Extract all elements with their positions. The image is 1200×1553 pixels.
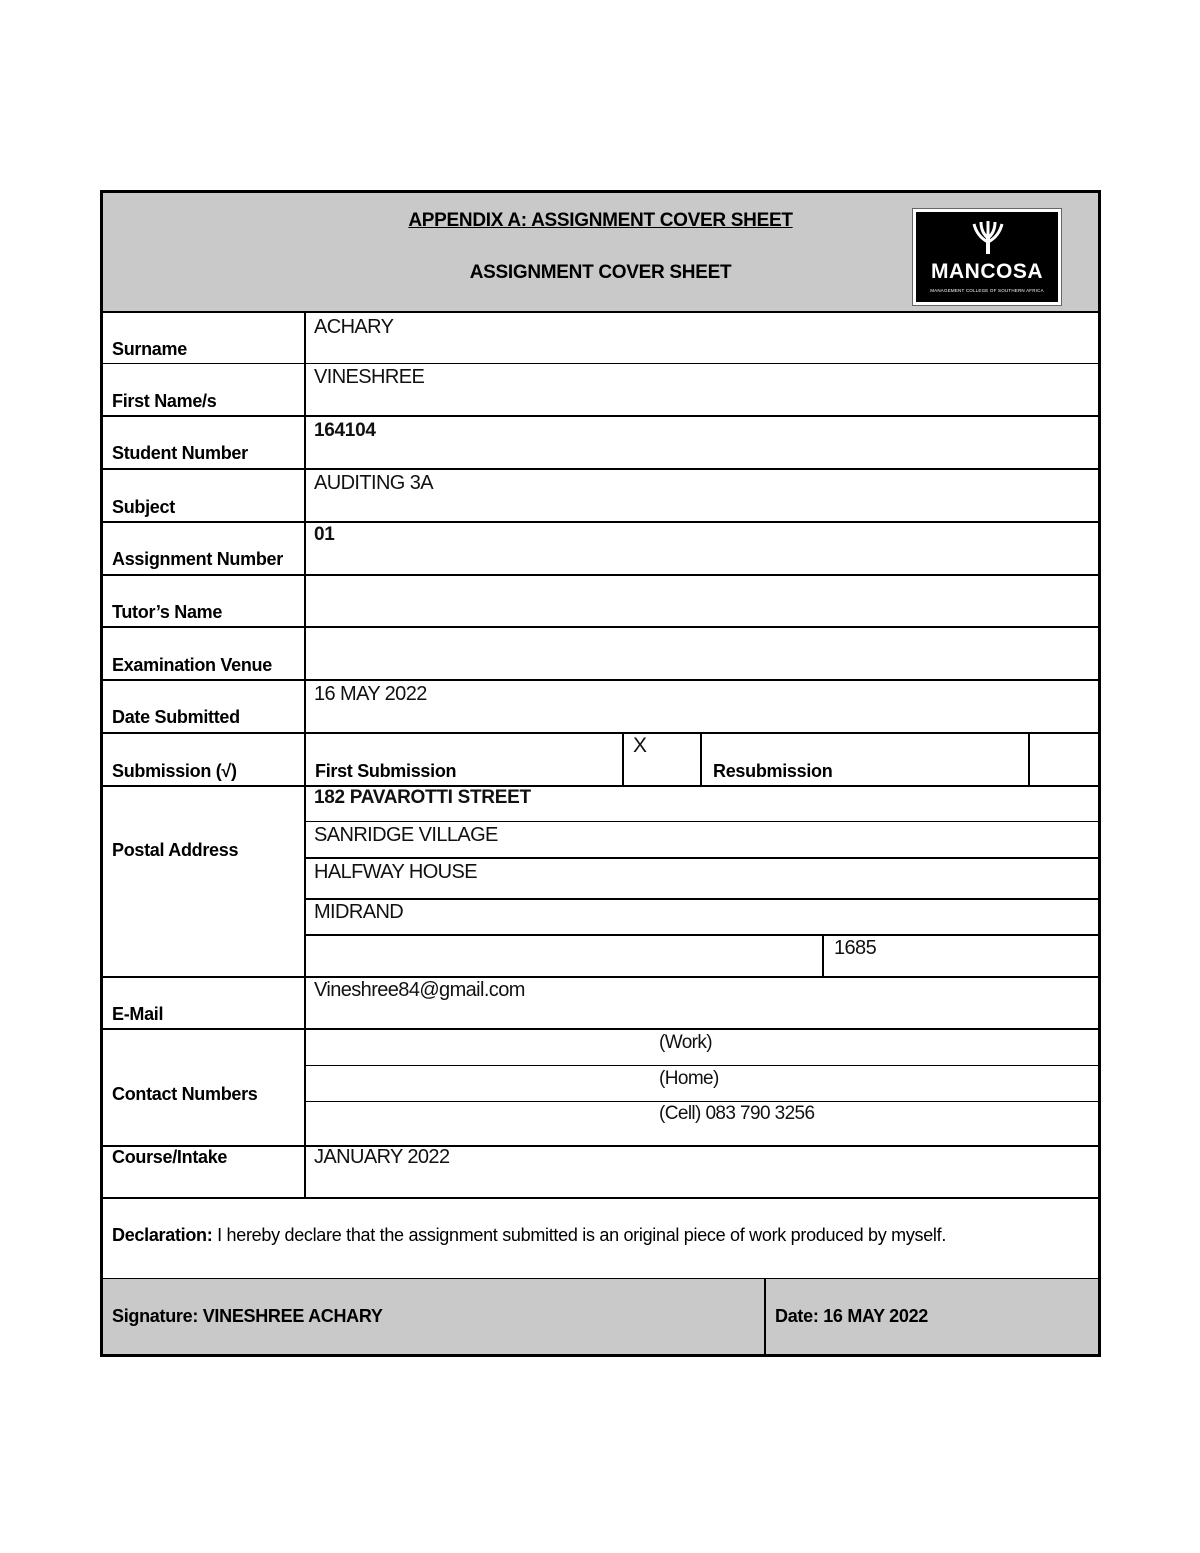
- submission-divider: [1028, 732, 1030, 785]
- declaration: [112, 1225, 946, 1246]
- mancosa-logo: [913, 209, 1061, 305]
- cell-number-value[interactable]: (Cell) 083 790 3256: [659, 1103, 815, 1124]
- surname-value[interactable]: ACHARY: [314, 316, 394, 338]
- postal-code-value[interactable]: 1685: [834, 937, 877, 959]
- assignment-number-label: Assignment Number: [112, 549, 283, 569]
- submission-label: Submission (√): [112, 761, 237, 781]
- submission-divider: [622, 732, 624, 785]
- address-line-divider: [304, 821, 1098, 822]
- examination-venue-label: Examination Venue: [112, 655, 272, 675]
- signature-field[interactable]: Signature: VINESHREE ACHARY: [112, 1306, 383, 1326]
- contact-line-divider: [304, 1065, 1098, 1066]
- address-line-2[interactable]: SANRIDGE VILLAGE: [314, 824, 498, 846]
- row-divider: [103, 521, 1098, 523]
- address-line-3[interactable]: HALFWAY HOUSE: [314, 861, 477, 883]
- course-intake-label: Course/Intake: [112, 1147, 228, 1167]
- submission-divider: [700, 732, 702, 785]
- row-divider: [103, 732, 1098, 734]
- row-divider: [103, 679, 1098, 681]
- subject-label: Subject: [112, 497, 175, 517]
- row-divider: [103, 1197, 1098, 1199]
- declaration-text: I hereby declare that the assignment submitted is an original piece of work produced by myself.: [212, 1225, 947, 1245]
- student-number-label: Student Number: [112, 443, 248, 463]
- first-submission-checkbox[interactable]: X: [633, 734, 647, 757]
- first-submission-label: First Submission: [315, 761, 457, 781]
- row-divider: [103, 976, 1098, 978]
- signature-date-field[interactable]: Date: 16 MAY 2022: [775, 1306, 928, 1326]
- home-number-value[interactable]: (Home): [659, 1068, 719, 1089]
- assignment-number-value[interactable]: 01: [314, 524, 335, 545]
- logo-wordmark: MANCOSA: [931, 260, 1043, 283]
- cover-sheet-subtitle: ASSIGNMENT COVER SHEET: [469, 262, 732, 283]
- assignment-cover-sheet: [100, 190, 1101, 1357]
- row-divider: [103, 626, 1098, 628]
- address-line-divider: [304, 898, 1098, 900]
- postal-code-divider: [822, 934, 824, 976]
- email-label: E-Mail: [112, 1004, 164, 1024]
- date-submitted-value[interactable]: 16 MAY 2022: [314, 683, 427, 705]
- resubmission-label: Resubmission: [713, 761, 833, 781]
- row-divider: [103, 1028, 1098, 1030]
- subject-value[interactable]: AUDITING 3A: [314, 472, 433, 494]
- date-submitted-label: Date Submitted: [112, 707, 240, 727]
- course-intake-value[interactable]: JANUARY 2022: [314, 1146, 450, 1168]
- contact-line-divider: [304, 1101, 1098, 1102]
- mancosa-logo-icon: [968, 220, 1008, 256]
- row-divider: [103, 574, 1098, 576]
- row-divider: [103, 1145, 1098, 1147]
- address-line-1[interactable]: 182 PAVAROTTI STREET: [314, 787, 531, 808]
- student-number-value[interactable]: 164104: [314, 420, 376, 441]
- row-divider: [103, 311, 1098, 313]
- logo-tagline: MANAGEMENT COLLEGE OF SOUTHERN AFRICA: [930, 288, 1044, 293]
- tutor-name-label: Tutor’s Name: [112, 602, 223, 622]
- email-value[interactable]: Vineshree84@gmail.com: [314, 979, 525, 1001]
- work-number-value[interactable]: (Work): [659, 1032, 713, 1053]
- contact-numbers-label: Contact Numbers: [112, 1084, 258, 1104]
- row-divider: [103, 415, 1098, 417]
- postal-address-label: Postal Address: [112, 840, 239, 860]
- address-line-divider: [304, 934, 1098, 936]
- surname-label: Surname: [112, 339, 187, 359]
- declaration-label: Declaration:: [112, 1225, 213, 1245]
- first-names-value[interactable]: VINESHREE: [314, 366, 425, 388]
- address-line-divider: [304, 857, 1098, 859]
- row-divider: [103, 785, 1098, 787]
- footer-divider: [764, 1278, 766, 1354]
- first-names-label: First Name/s: [112, 391, 217, 411]
- row-divider: [103, 468, 1098, 470]
- address-line-4[interactable]: MIDRAND: [314, 901, 404, 923]
- appendix-title: APPENDIX A: ASSIGNMENT COVER SHEET: [408, 210, 793, 231]
- row-divider: [103, 363, 1098, 364]
